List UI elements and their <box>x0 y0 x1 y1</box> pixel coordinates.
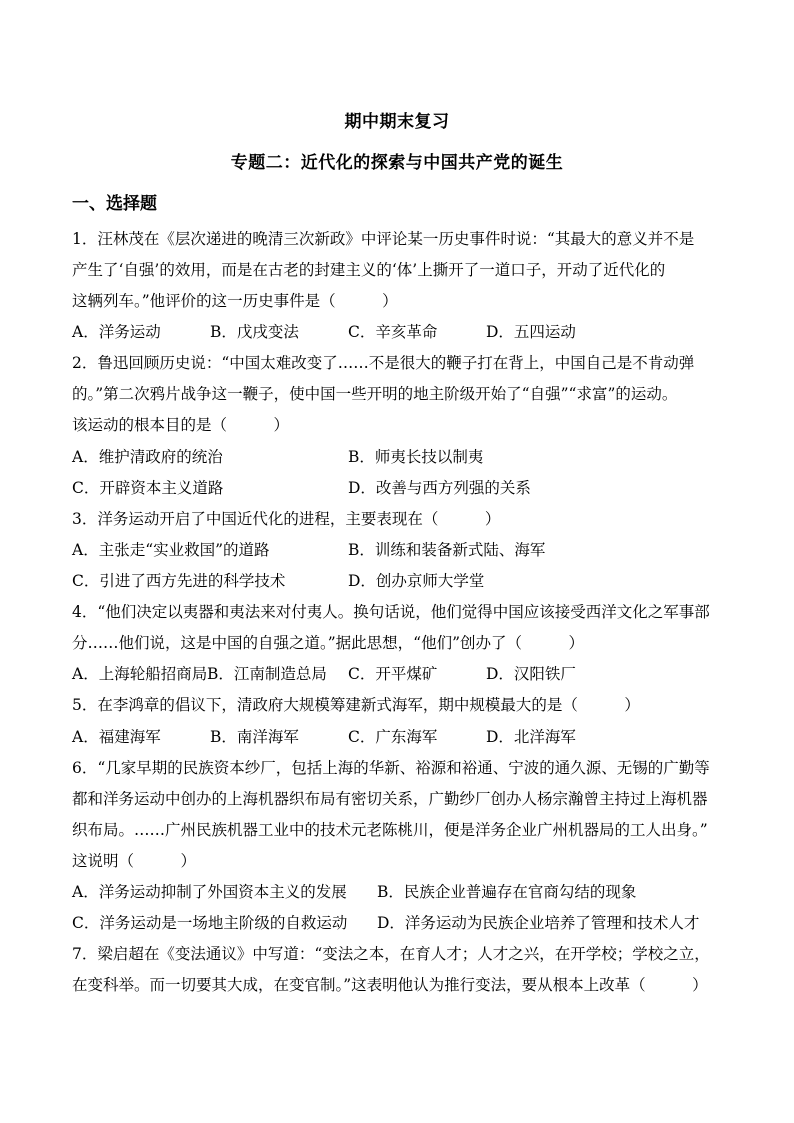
option-b: B．师夷长技以制夷 <box>348 448 484 466</box>
option-b: B．戊戌变法 <box>210 323 299 341</box>
question-text-line: 5．在李鸿章的倡议下，清政府大规模筹建新式海军，期中规模最大的是（ ） <box>72 696 640 714</box>
question-text-line: 4．“他们决定以夷器和夷法来对付夷人。换句话说，他们觉得中国应该接受西洋文化之军事部 <box>72 603 710 621</box>
question-text-line: 3．洋务运动开启了中国近代化的进程，主要表现在（ ） <box>72 510 501 528</box>
question-text-line: 都和洋务运动中创办的上海机器织布局有密切关系，广勤纱厂创办人杨宗瀚曾主持过上海机器 <box>72 790 708 808</box>
page-title: 期中期末复习 <box>344 112 450 132</box>
option-c: C．引进了西方先进的科学技术 <box>72 572 286 590</box>
option-b: B．南洋海军 <box>210 728 299 746</box>
option-a: A．主张走“实业救国”的道路 <box>72 541 270 559</box>
option-c: C．开辟资本主义道路 <box>72 479 224 497</box>
option-b: B．民族企业普遍存在官商勾结的现象 <box>377 883 637 901</box>
option-a: A．洋务运动 <box>72 323 161 341</box>
question-text-line: 1．汪林茂在《层次递进的晚清三次新政》中评论某一历史事件时说：“其最大的意义并不是 <box>72 230 695 248</box>
section-heading: 一、选择题 <box>72 194 157 214</box>
question-text-line: 这说明（ ） <box>72 852 197 870</box>
option-d: D．五四运动 <box>486 323 576 341</box>
option-d: D．汉阳铁厂 <box>486 665 576 683</box>
option-c: C．广东海军 <box>348 728 438 746</box>
question-text-line: 6．“几家早期的民族资本纱厂，包括上海的华新、裕源和裕通、宁波的通久源、无锡的广勤等 <box>72 759 710 777</box>
option-d: D．创办京师大学堂 <box>348 572 485 590</box>
option-d: D．洋务运动为民族企业培养了管理和技术人才 <box>377 914 700 932</box>
question-text-line: 该运动的根本目的是（ ） <box>72 416 290 434</box>
option-a: A．上海轮船招商局 <box>72 665 208 683</box>
option-d: D．改善与西方列强的关系 <box>348 479 531 497</box>
option-a: A．福建海军 <box>72 728 161 746</box>
option-a: A．维护清政府的统治 <box>72 448 223 466</box>
question-text-line: 的。”第二次鸦片战争这一鞭子，使中国一些开明的地主阶级开始了“自强”“求富”的运动。 <box>72 385 678 403</box>
question-text-line: 7．梁启超在《变法通议》中写道：“变法之本，在育人才；人才之兴，在开学校；学校之立， <box>72 945 710 963</box>
question-text-line: 在变科举。而一切要其大成，在变官制。”这表明他认为推行变法，要从根本上改革（ ） <box>72 976 708 994</box>
option-d: D．北洋海军 <box>486 728 576 746</box>
option-b: B．训练和装备新式陆、海军 <box>348 541 546 559</box>
question-text-line: 产生了‘自强’的效用，而是在古老的封建主义的‘体’上撕开了一道口子，开动了近代化的 <box>72 261 666 279</box>
option-c: C．洋务运动是一场地主阶级的自救运动 <box>72 914 348 932</box>
question-text-line: 2．鲁迅回顾历史说：“中国太难改变了……不是很大的鞭子打在背上，中国自己是不肯动弹 <box>72 354 695 372</box>
question-text-line: 这辆列车。”他评价的这一历史事件是（ ） <box>72 292 398 310</box>
option-c: C．辛亥革命 <box>348 323 438 341</box>
option-b: B．江南制造总局 <box>207 665 327 683</box>
option-c: C．开平煤矿 <box>348 665 438 683</box>
question-text-line: 织布局。……广州民族机器工业中的技术元老陈桃川，便是洋务企业广州机器局的工人出身。” <box>72 821 708 839</box>
option-a: A．洋务运动抑制了外国资本主义的发展 <box>72 883 347 901</box>
page-subtitle: 专题二：近代化的探索与中国共产党的诞生 <box>230 153 564 173</box>
question-text-line: 分……他们说，这是中国的自强之道。”据此思想，“他们”创办了（ ） <box>72 634 585 652</box>
